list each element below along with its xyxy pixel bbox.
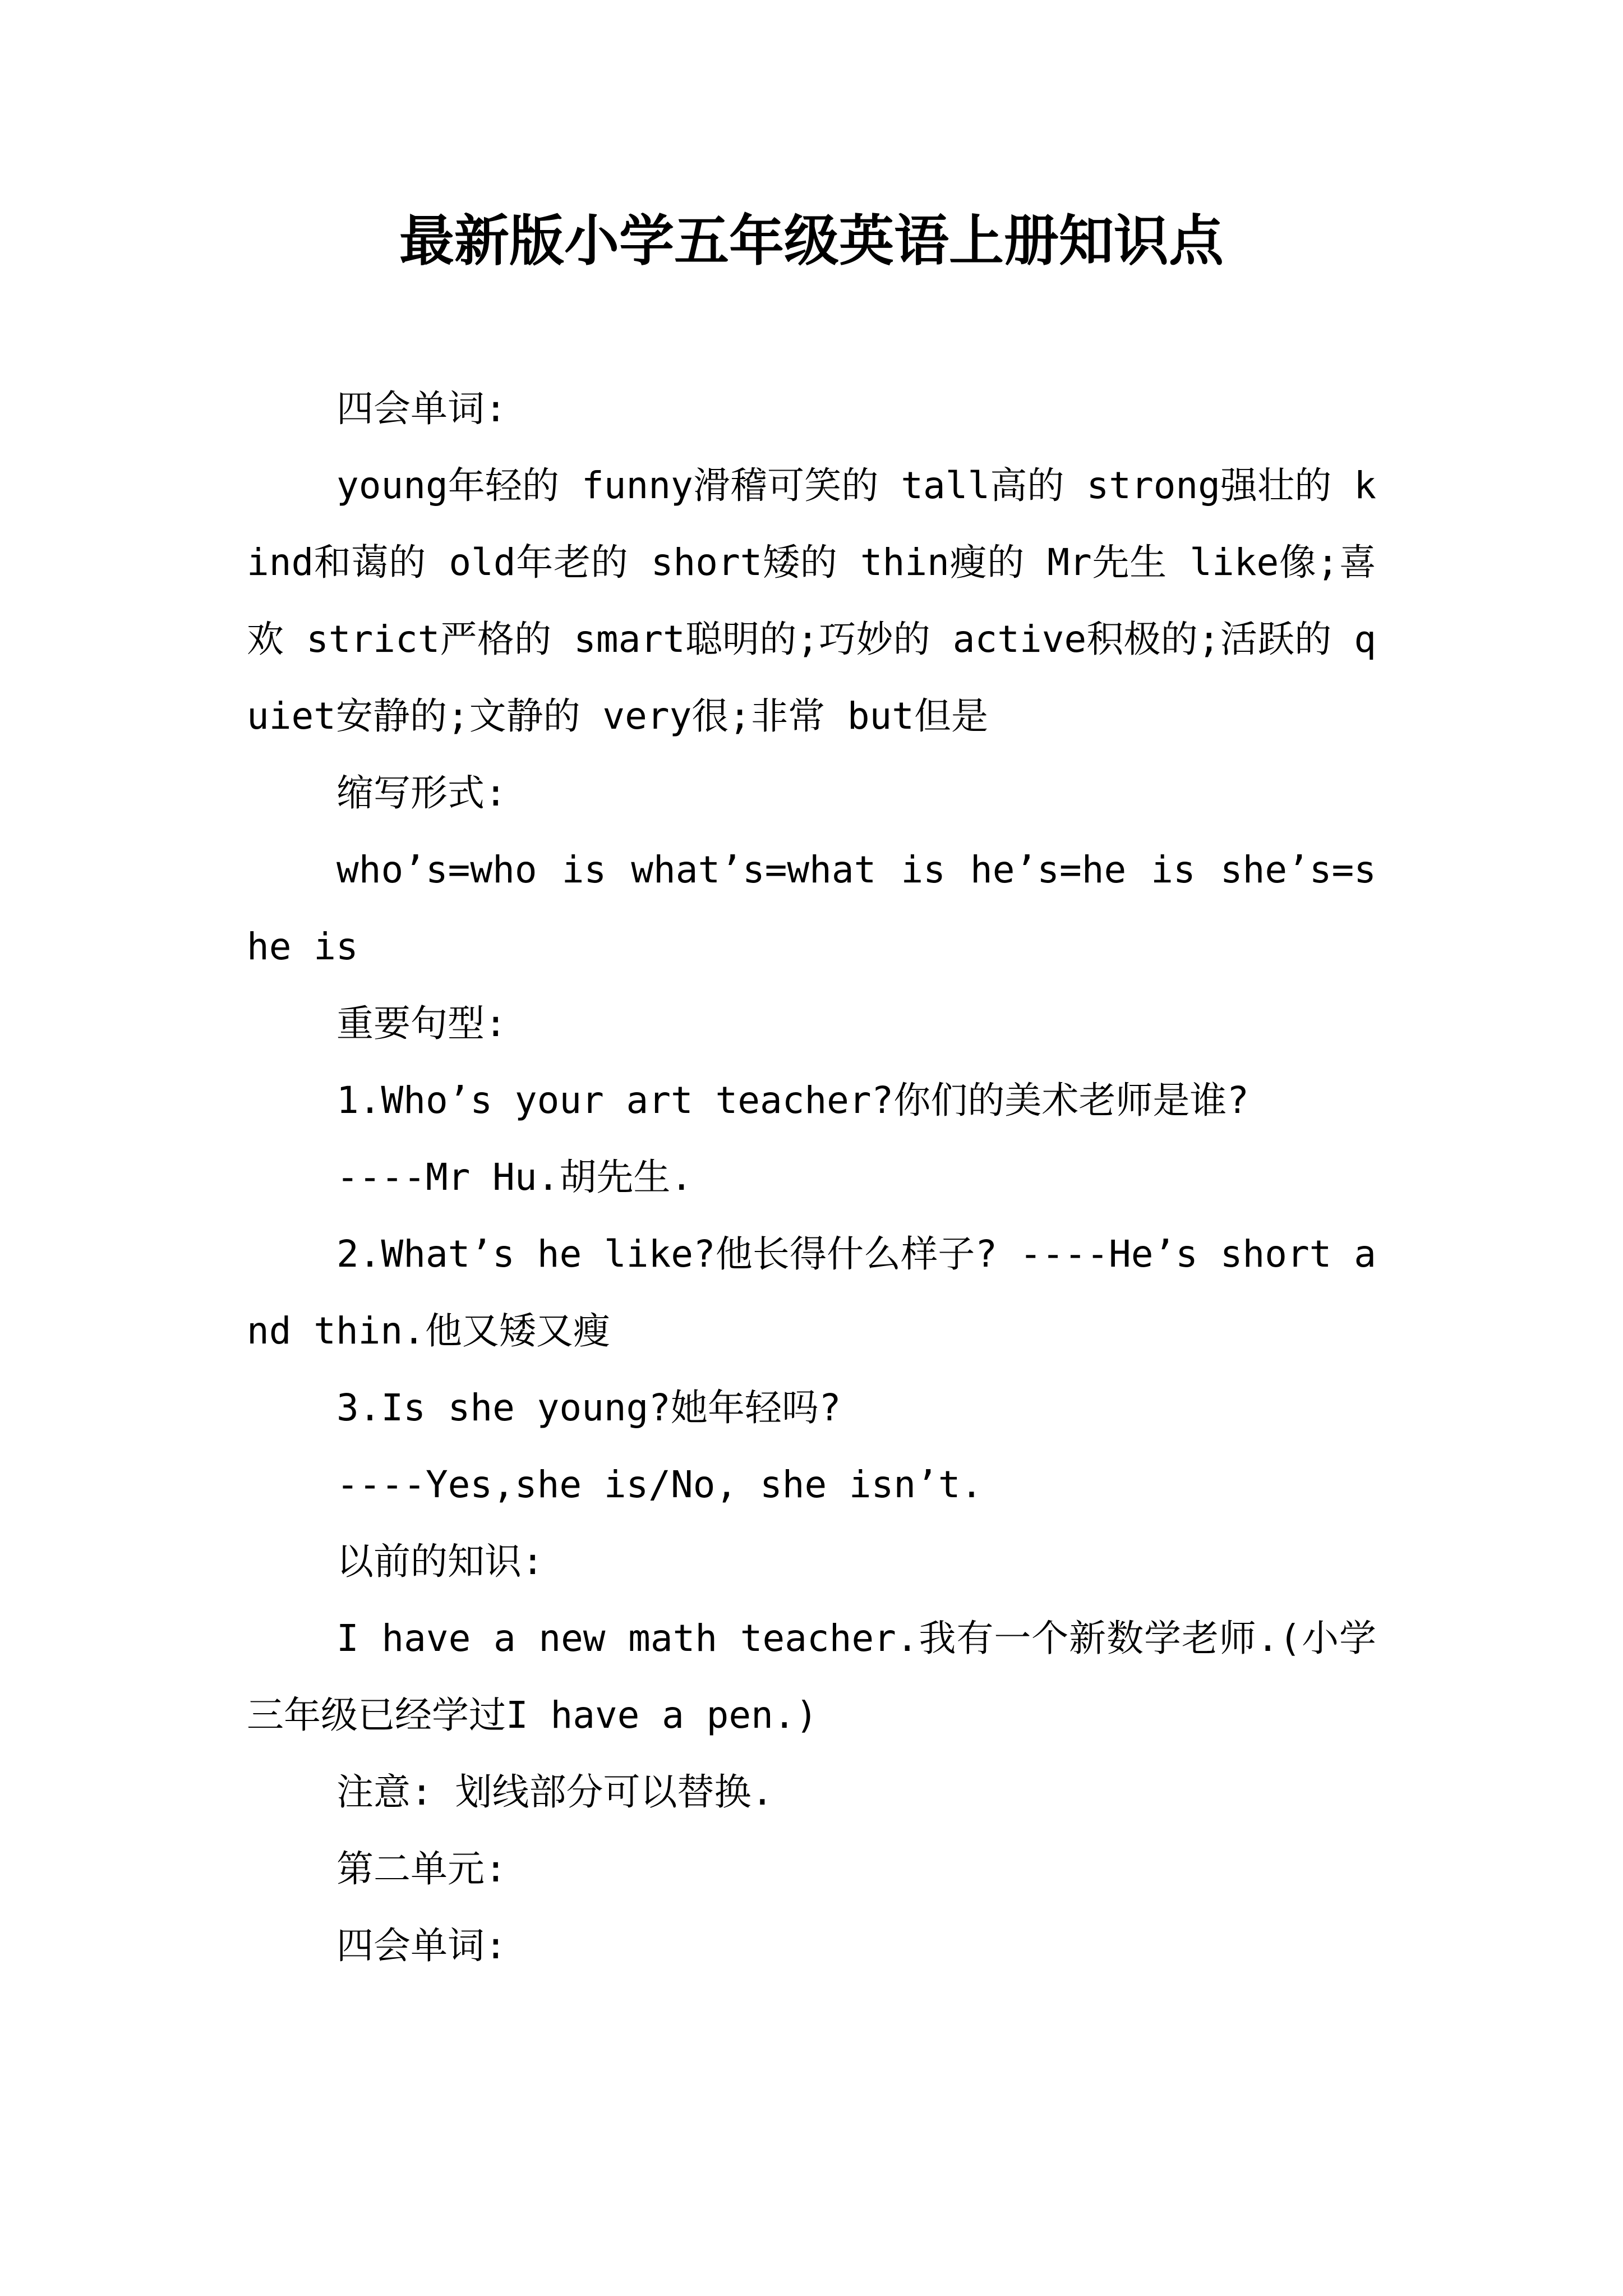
document-title: 最新版小学五年级英语上册知识点 [399, 209, 1224, 273]
vocabulary-list: young年轻的 funny滑稽可笑的 tall高的 strong强壮的 kind和蔼的 old年老的 short矮的 thin瘦的 Mr先生 like像;喜欢 strict严格的 smart聪明的;巧妙的 active积极的;活跃的 quiet安静的;文静的 very很;非常 but但是 [247, 464, 1376, 738]
section-heading-contractions: 缩写形式: [336, 771, 507, 815]
contractions-list: who’s=who is what’s=what is he’s=he is she’s=she is [247, 848, 1376, 968]
prior-knowledge-text: I have a new math teacher.我有一个新数学老师.(小学三年级已经学过I have a pen.) [247, 1617, 1376, 1737]
sentence-1-question: 1.Who’s your art teacher?你们的美术老师是谁? [336, 1079, 1249, 1122]
section-heading-vocabulary: 四会单词: [336, 387, 507, 430]
document-body [247, 370, 1376, 1984]
section-heading-prior-knowledge: 以前的知识: [336, 1540, 544, 1583]
unit-2-heading: 第二单元: [336, 1847, 507, 1890]
note-text: 注意: 划线部分可以替换. [336, 1770, 774, 1814]
section-heading-sentences: 重要句型: [336, 1002, 507, 1045]
section-heading-vocabulary-unit-2: 四会单词: [336, 1924, 507, 1967]
sentence-1-answer: ----Mr Hu.胡先生. [336, 1156, 693, 1199]
sentence-3-answer: ----Yes,she is/No, she isn’t. [336, 1463, 983, 1506]
sentence-2: 2.What’s he like?他长得什么样子? ----He’s short and thin.他又矮又瘦 [247, 1232, 1376, 1352]
sentence-3-question: 3.Is she young?她年轻吗? [336, 1386, 841, 1429]
